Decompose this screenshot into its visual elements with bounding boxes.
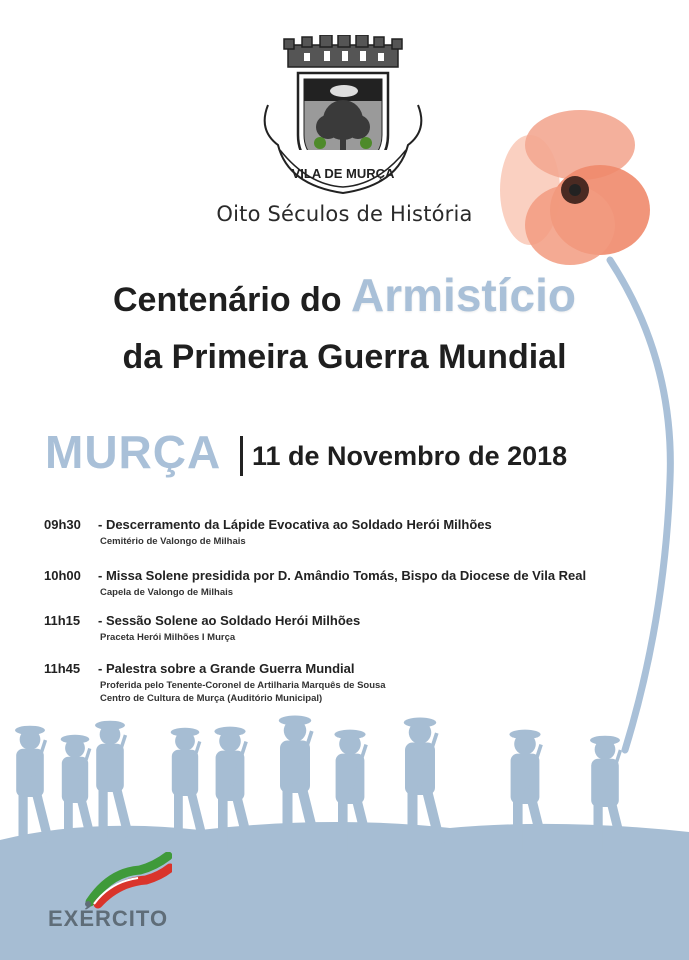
crest-motto: VILA DE MURÇA xyxy=(291,166,395,181)
program-location: Praceta Herói Milhões I Murça xyxy=(100,632,236,643)
program-time: 11h45 xyxy=(44,661,81,676)
army-flag-logo xyxy=(80,852,172,910)
program-title: - Descerramento da Lápide Evocativa ao Soldado Herói Milhões xyxy=(98,517,492,532)
title-part-1: Centenário do xyxy=(113,281,342,319)
title-line-2: da Primeira Guerra Mundial xyxy=(122,338,567,376)
municipal-crest-logo xyxy=(258,35,428,195)
title-part-2: Armistício xyxy=(351,269,576,321)
program-time: 10h00 xyxy=(44,568,81,583)
army-label: EXÉRCITO xyxy=(48,906,169,931)
program-title: - Sessão Solene ao Soldado Herói Milhões xyxy=(98,613,361,628)
divider xyxy=(240,436,243,476)
subtitle: Oito Séculos de História xyxy=(216,202,473,226)
program-location: Centro de Cultura de Murça (Auditório Municipal) xyxy=(100,693,323,704)
program-location: Capela de Valongo de Milhais xyxy=(100,587,234,598)
program-speaker: Proferida pelo Tenente-Coronel de Artilharia Marquês de Sousa xyxy=(100,680,386,691)
program-time: 09h30 xyxy=(44,517,81,532)
event-place: MURÇA xyxy=(45,426,222,478)
program-title: - Missa Solene presidida por D. Amândio Tomás, Bispo da Diocese de Vila Real xyxy=(98,568,587,583)
program-title: - Palestra sobre a Grande Guerra Mundial xyxy=(98,661,355,676)
event-date: 11 de Novembro de 2018 xyxy=(252,441,568,471)
program-location: Cemitério de Valongo de Milhais xyxy=(100,536,246,547)
program-time: 11h15 xyxy=(44,613,81,628)
